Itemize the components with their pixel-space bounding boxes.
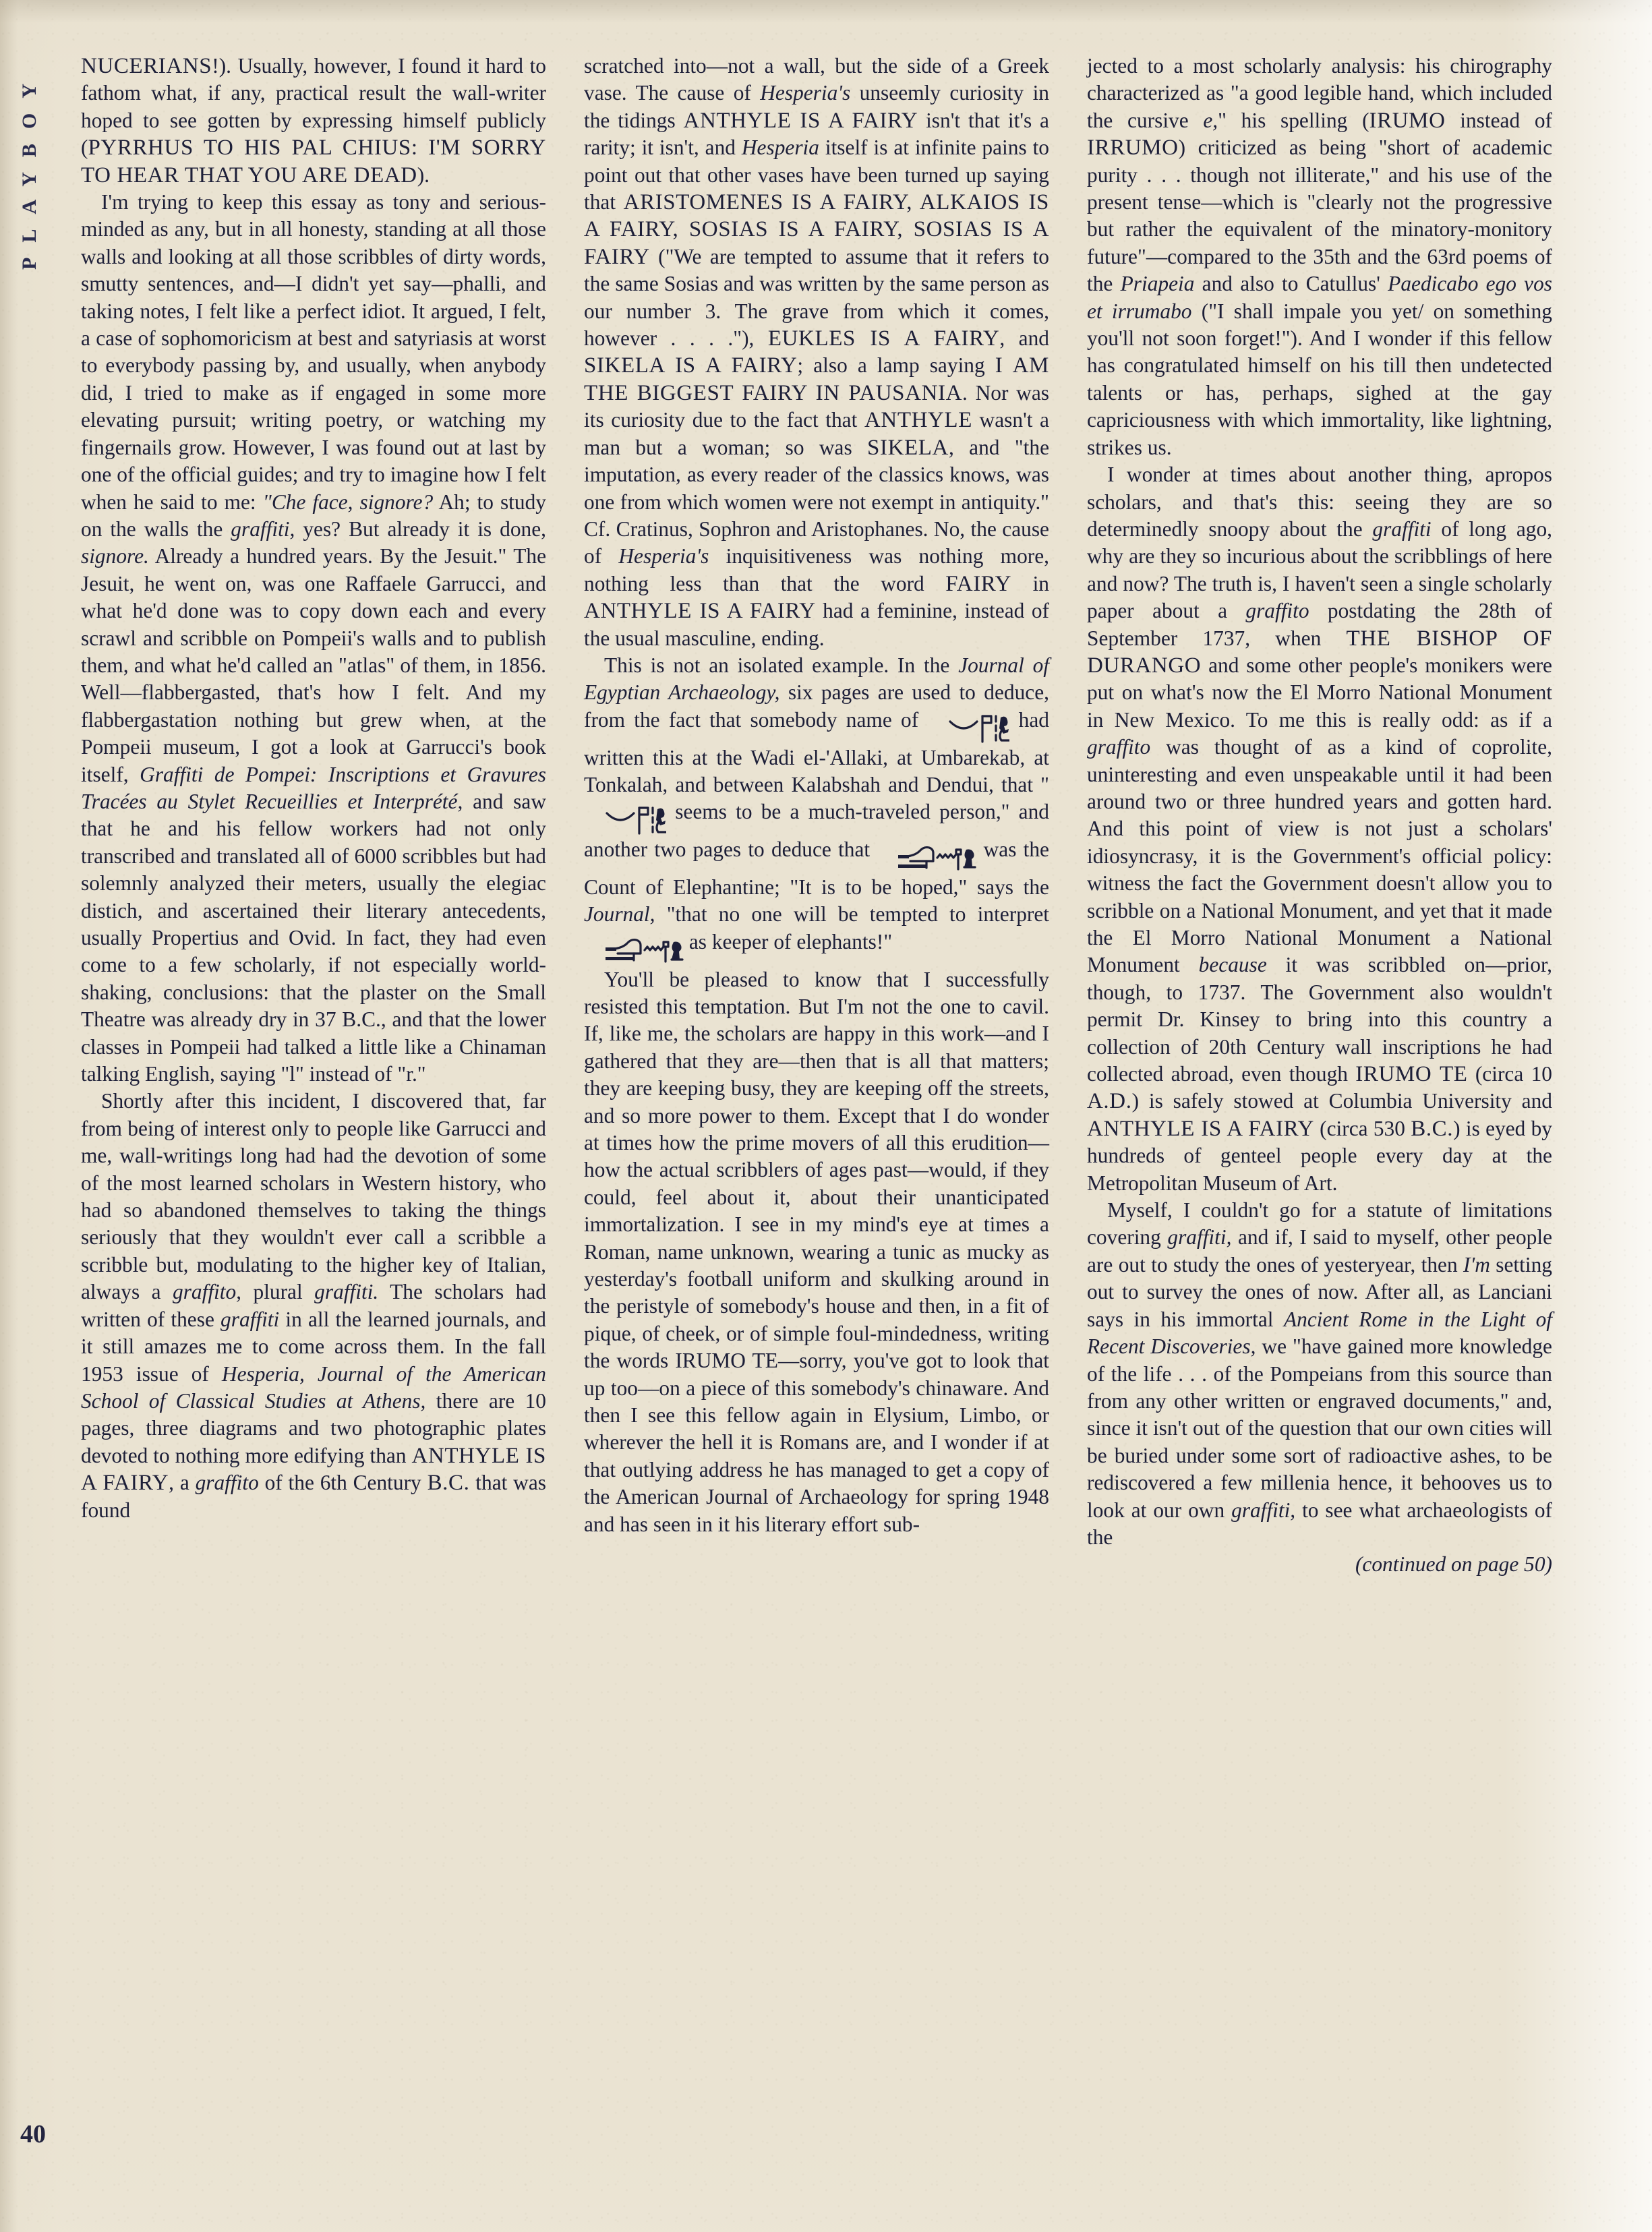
paragraph-c1-p2 bbox=[81, 189, 546, 1088]
text-c1-p3-f: , a bbox=[169, 1471, 196, 1495]
italic-graffiti-c3-1: graffiti bbox=[1372, 517, 1432, 541]
italic-hesperias-2: Hesperia's bbox=[618, 544, 709, 568]
text-c3-p3-d: we "have gained more knowledge of the life . . . of the Pompeians from this source than from any other written or engraved documents," and, since it isn't out of the question that our own cities will be buried under some sort of radioactive ashes, to be rediscovered a few millenia hence, it behooves us to look at our own bbox=[1087, 1334, 1552, 1522]
smallcaps-irumo: IRUMO bbox=[1369, 108, 1446, 133]
text-c1-p2-a: I'm trying to keep this essay as tony and serious-minded as any, but in all honesty, standing at all those walls and looking at all those scribbles of dirty words, smutty sentences, and—I didn't yet say—phalli, and taking notes, I felt like a perfect idiot. It argued, I felt, a case of sophomoricism at best and satyriasis at worst to everybody passing by, and usually, when anybody did, I tried to make as if engaged in some more elevating pursuit; writing poetry, or watching my fingernails grow. However, I was found out at last by one of the official guides; and try to imagine how I felt when he said to me: bbox=[81, 190, 546, 514]
text-c1-p3-g: of the 6th Century bbox=[258, 1471, 427, 1495]
smallcaps-irrumo: IRRUMO bbox=[1087, 136, 1179, 160]
text-c1-p3-d: in all the learned journals, and it still amazes me to come across them. In the fall 1953 issue of bbox=[81, 1307, 546, 1386]
paragraph-c3-p3 bbox=[1087, 1197, 1552, 1551]
smallcaps-ad: A.D. bbox=[1087, 1089, 1132, 1114]
italic-journal-2: Journal, bbox=[584, 902, 655, 927]
text-c2-p1-d: itself is at infinite pains to point out that other vases have been turned up saying that bbox=[584, 136, 1049, 214]
smallcaps-anthyle-is-a-fairy-c2a: ANTHYLE IS A FAIRY bbox=[683, 108, 918, 133]
smallcaps-aristomenes-list: ARISTOMENES IS A FAIRY, ALKAIOS IS A FAIRY, SOSIAS IS A FAIRY, SOSIAS IS A FAIRY bbox=[584, 190, 1049, 269]
text-c3-p1-e: and also to Catullus' bbox=[1194, 272, 1388, 296]
text-c1-p3-b: plural bbox=[241, 1280, 315, 1304]
text-c2-p2-d: seems to be a much-traveled person," and another two pages to deduce that bbox=[584, 800, 1049, 862]
paragraph-c1-p3 bbox=[81, 1088, 546, 1524]
smallcaps-anthyle-is-a-fairy-c3: ANTHYLE IS A FAIRY bbox=[1087, 1116, 1314, 1141]
text-c3-p1-c: instead of bbox=[1445, 108, 1552, 132]
text-c2-p2-e: was the Count of Elephantine; "It is to be hoped," says the bbox=[584, 838, 1049, 899]
text-c3-p1-f: ("I shall impale you yet/ on something you'll not soon forget!"). And I wonder if this fellow has congratulated himself on his till then undetected talents or has, perhaps, sighed at the gay capriciousness with which immortality, like lightning, strikes us. bbox=[1087, 299, 1553, 459]
text-c2-p1-l: in bbox=[1011, 571, 1049, 595]
text-c2-p1-g: ; also a lamp saying bbox=[797, 353, 995, 378]
smallcaps-anthyle-is-a-fairy-c2b: ANTHYLE IS A FAIRY bbox=[584, 599, 816, 624]
italic-priapeia: Priapeia bbox=[1120, 272, 1195, 296]
italic-hesperia-title: Hesperia, Journal of the American School of Classical Studies at Athens, bbox=[81, 1361, 546, 1413]
smallcaps-anthyle: ANTHYLE bbox=[864, 408, 972, 433]
text-c3-p1-b: " his spelling ( bbox=[1218, 108, 1369, 132]
italic-hesperias-1: Hesperia's bbox=[760, 81, 851, 105]
italic-journal-egyptian-archaeology: Journal of Egyptian Archaeology, bbox=[584, 653, 1050, 705]
text-c3-p2-f: it was scribbled on—prior, though, to 1737. The Government also wouldn't permit Dr. Kinsey to bring into this country a collection of 20th Century wall inscriptions he had collected abroad, even though bbox=[1087, 953, 1552, 1086]
text-c3-p2-e: was thought of as a kind of coprolite, uninteresting and even unspeakable until it had been around two or three hundred years and gotten hard. And this point of view is not just a scholars' idiosyncrasy, it is the Government's official policy: witness the fact the Government doesn't allow you to scribble on a National Monument, and yet that it made the El Morro National Monument a National Monument bbox=[1087, 735, 1552, 977]
text-c1-p3-h: that was found bbox=[81, 1471, 546, 1522]
italic-graffiti-c3-2: graffiti, bbox=[1167, 1225, 1232, 1250]
text-c1-p2-b: Ah; to study on the walls the bbox=[81, 490, 546, 541]
column-three bbox=[1087, 53, 1552, 2130]
italic-ancient-rome-title: Ancient Rome in the Light of Recent Discoveries, bbox=[1087, 1307, 1552, 1359]
smallcaps-fairy: FAIRY bbox=[945, 571, 1012, 596]
italic-garrucci-book-title: Graffiti de Pompei: Inscriptions et Gravures Tracées au Stylet Recueillies et Interprété, bbox=[81, 762, 547, 813]
text-c3-p3-e: to see what archaeologists of the bbox=[1087, 1498, 1552, 1549]
italic-signore: signore. bbox=[81, 544, 149, 568]
column-one bbox=[81, 53, 546, 2130]
text-c2-p1-b: unseemly curiosity in the tidings bbox=[584, 81, 1050, 132]
smallcaps-eukles-is-a-fairy: EUKLES IS A FAIRY bbox=[767, 326, 1000, 351]
smallcaps-pyrrhus-note: PYRRHUS TO HIS PAL CHIUS: I'M SORRY TO HEAR THAT YOU ARE DEAD bbox=[81, 136, 546, 187]
smallcaps-sikela-is-a-fairy: SIKELA IS A FAIRY bbox=[584, 353, 798, 378]
column-two bbox=[584, 53, 1049, 2130]
text-c3-p3-c: setting out to survey the ones of now. After all, as Lanciani says in his immortal bbox=[1087, 1252, 1552, 1331]
italic-graffiti-1: graffiti, bbox=[231, 517, 295, 541]
italic-graffito-c3-1: graffito bbox=[1245, 599, 1309, 623]
smallcaps-bc-c1: B.C. bbox=[427, 1471, 470, 1496]
italic-because: because bbox=[1198, 953, 1267, 977]
text-c3-p2-h: ) is safely stowed at Columbia University and bbox=[1131, 1089, 1552, 1113]
paragraph-c3-p2 bbox=[1087, 461, 1552, 1197]
text-c3-p1-a: jected to a most scholarly analysis: his chirography characterized as "a good legible hand, which included the cursive bbox=[1087, 54, 1552, 132]
paragraph-c2-p1 bbox=[584, 53, 1049, 652]
paragraph-c1-p1: NUCERIANS!). Usually, however, I found it hard to fathom what, if any, practical result the wall-writer hoped to see gotten by expressing himself publicly (PYRRHUS TO HIS PAL CHIUS: I'M SORRY TO HEAR THAT YOU ARE DEAD). bbox=[81, 54, 546, 187]
text-c2-p1-a: scratched into—not a wall, but the side of a Greek vase. The cause of bbox=[584, 54, 1049, 105]
italic-im: I'm bbox=[1463, 1252, 1490, 1276]
smallcaps-nucerians: NUCERIANS bbox=[81, 54, 212, 78]
text-c3-p3-a: Myself, I couldn't go for a statute of limitations covering bbox=[1087, 1198, 1552, 1250]
italic-graffiti-3: graffiti bbox=[220, 1307, 280, 1331]
text-c2-p2-b: six pages are used to deduce, from the fact that somebody name of bbox=[584, 680, 1049, 732]
text-c2-p1-f: , and bbox=[999, 326, 1049, 351]
italic-paedicabo-ego-vos-et-irrumabo: Paedicabo ego vos et irrumabo bbox=[1087, 272, 1553, 323]
text-c2-p1-h: . Nor was its curiosity due to the fact that bbox=[584, 380, 1049, 432]
text-c3-p2-c: postdating the 28th of September 1737, when bbox=[1087, 599, 1552, 650]
text-c2-p1-c: isn't that it's a rarity; it isn't, and bbox=[584, 108, 1049, 160]
paragraph-c2-p3: You'll be pleased to know that I successfully resisted this temptation. But I'm not the one to cavil. If, like me, the scholars are happy in this work—and I gathered that they are—then that is all that matters; they are keeping busy, they are keeping off the streets, and so more power to them. Except that I do wonder at times how the prime movers of all this erudition—how the actual scribblers of ages past—would, if they could, feel about it, about their unanticipated immortalization. I see in my mind's eye at times a Roman, name unknown, wearing a tunic as mucky as yesterday's football uniform and skulking around in the peristyle of somebody's house and then, in a fit of pique, of cheek, or of simple foul-mindedness, writing the words IRUMO TE—sorry, you've got to look that up too—on a piece of this somebody's chinaware. And then I see this fellow again in Elysium, Limbo, or wherever the hell it is Romans are, and I wonder if at that outlying address he has managed to get a copy of the American Journal of Archaeology for spring 1948 and has seen in it his literary effort sub- bbox=[584, 967, 1049, 1536]
text-c1-p3-a: Shortly after this incident, I discovered that, far from being of interest only to people like Garrucci and me, wall-writings long had had the devotion of some of the most learned scholars in Western history, who had so abandoned themselves to taking the things seriously that they wouldn't ever call a scribble a scribble but, modulating to the higher key of Italian, always a bbox=[81, 1089, 546, 1304]
text-c3-p2-a: I wonder at times about another thing, apropos scholars, and that's this: seeing they are so determinedly snoopy about the bbox=[1087, 463, 1552, 541]
italic-che-face-signore: "Che face, signore? bbox=[262, 490, 434, 514]
hieroglyph-group-bowl-flag-stroke-seated-figure-2 bbox=[584, 802, 666, 836]
text-c1-p2-d: Already a hundred years. By the Jesuit." The Jesuit, he went on, was one Raffaele Garrucci, and what he'd done was to copy down each and every scrawl and scribble on Pompeii's walls and to publish them, and what he'd called an "atlas" of them, in 1856. Well—flabbergasted, that's how I felt. And my flabbergastation nothing but grew when, at the Pompeii museum, I got a look at Garrucci's book itself, bbox=[81, 544, 546, 786]
smallcaps-bishop-of-durango: THE BISHOP OF DURANGO bbox=[1087, 626, 1553, 678]
page-number: 40 bbox=[20, 2120, 46, 2148]
text-c3-p1-d: ) criticized as being "short of academic purity . . . though not illiterate," and his use of the present tense—which is "clearly not the progressive but rather the equivalent of the minatory-monitory future"—compared to the 35th and the 63rd poems of the bbox=[1087, 136, 1552, 296]
text-c3-p2-g: (circa 10 bbox=[1467, 1062, 1552, 1086]
text-c2-p1-k: inquisitiveness was nothing more, nothing less than that the word bbox=[584, 544, 1050, 595]
italic-graffito-1: graffito, bbox=[173, 1280, 242, 1304]
text-c1-p3-c: The scholars had written of these bbox=[81, 1280, 546, 1331]
italic-graffiti-c3-3: graffiti, bbox=[1231, 1498, 1296, 1522]
continued-on-page-note: (continued on page 50) bbox=[1355, 1552, 1552, 1577]
text-c1-p2-c: yes? But already it is done, bbox=[295, 517, 547, 541]
text-c2-p1-i: wasn't a man but a woman; so was bbox=[584, 408, 1049, 459]
text-c2-p1-j: , and "the imputation, as every reader of the classics knows, was one from which women were not exempt in antiquity." Cf. Cratinus, Sophron and Aristophanes. No, the cause of bbox=[584, 435, 1049, 568]
text-c3-p2-i: (circa 530 bbox=[1314, 1116, 1411, 1140]
text-c2-p2-a: This is not an isolated example. In the bbox=[604, 653, 959, 677]
text-c2-p1-e: ("We are tempted to assume that it refers to the same Sosias and was written by the same person as our number 3. The grave from which it comes, however . . . ."), bbox=[584, 244, 1049, 351]
italic-graffito-2: graffito bbox=[195, 1471, 259, 1495]
hieroglyph-group-elephant-water-pillar-quail-1 bbox=[877, 840, 976, 874]
smallcaps-bc-c3: B.C. bbox=[1411, 1116, 1454, 1141]
text-c2-p2-c: had written this at the Wadi el-'Allaki, at Umbarekab, at Tonkalah, and between Kalabshah and Dendui, that " bbox=[584, 707, 1049, 796]
text-c2-p1-m: had a feminine, instead of the usual masculine, ending. bbox=[584, 599, 1049, 650]
masthead-playboy-vertical: PLAYBOY bbox=[18, 69, 40, 270]
paragraph-c3-p1 bbox=[1087, 53, 1552, 461]
italic-cursive-e: e, bbox=[1203, 108, 1218, 132]
smallcaps-sikela: SIKELA bbox=[867, 435, 949, 460]
text-c2-p2-f: "that no one will be tempted to interpret bbox=[655, 902, 1049, 927]
text-c3-p2-j: ) is eyed by hundreds of genteel people every day at the Metropolitan Museum of Art. bbox=[1087, 1116, 1552, 1195]
article-columns bbox=[81, 53, 1558, 2130]
hieroglyph-group-bowl-flag-stroke-seated-figure-1 bbox=[927, 711, 1009, 744]
smallcaps-anthyle-is-a-fairy-c1: ANTHYLE IS A FAIRY bbox=[81, 1443, 546, 1496]
hieroglyph-group-elephant-water-pillar-quail-2 bbox=[584, 933, 684, 966]
italic-hesperia: Hesperia bbox=[741, 136, 819, 160]
text-c3-p2-b: of long ago, why are they so incurious about the scribblings of here and now? The truth is, I haven't seen a single scholarly paper about a bbox=[1087, 517, 1553, 623]
italic-graffito-c3-2: graffito bbox=[1087, 735, 1151, 759]
text-c2-p2-g: as keeper of elephants!" bbox=[684, 929, 893, 953]
smallcaps-irumo-te-c3: IRUMO TE bbox=[1355, 1062, 1468, 1087]
smallcaps-i-am-the-biggest-fairy: I AM THE BIGGEST FAIRY IN PAUSANIA bbox=[584, 353, 1049, 405]
text-c1-p2-e: and saw that he and his fellow workers had not only transcribed and translated all of 6000 scribbles but had solemnly analyzed their meters, usually the elegiac distich, and ascertained their literary antecedents, usually Propertius and Ovid. In fact, they had even come to a few scholarly, if not especially world-shaking, conclusions: that the plaster on the Small Theatre was already dry in 37 B.C., and that the lower classes in Pompeii had talked a little like a Chinaman talking English, saying "l" instead of "r." bbox=[81, 789, 546, 1086]
italic-graffiti-2: graffiti. bbox=[314, 1280, 379, 1304]
text-c3-p3-b: and if, I said to myself, other people are out to study the ones of yesteryear, then bbox=[1087, 1225, 1553, 1276]
text-c3-p2-d: and some other people's monikers were put on what's now the El Morro National Monument in New Mexico. To me this is really odd: as if a bbox=[1087, 653, 1552, 732]
paragraph-c2-p2 bbox=[584, 652, 1049, 966]
text-c1-p3-e: there are 10 pages, three diagrams and two photographic plates devoted to nothing more edifying than bbox=[81, 1388, 546, 1467]
